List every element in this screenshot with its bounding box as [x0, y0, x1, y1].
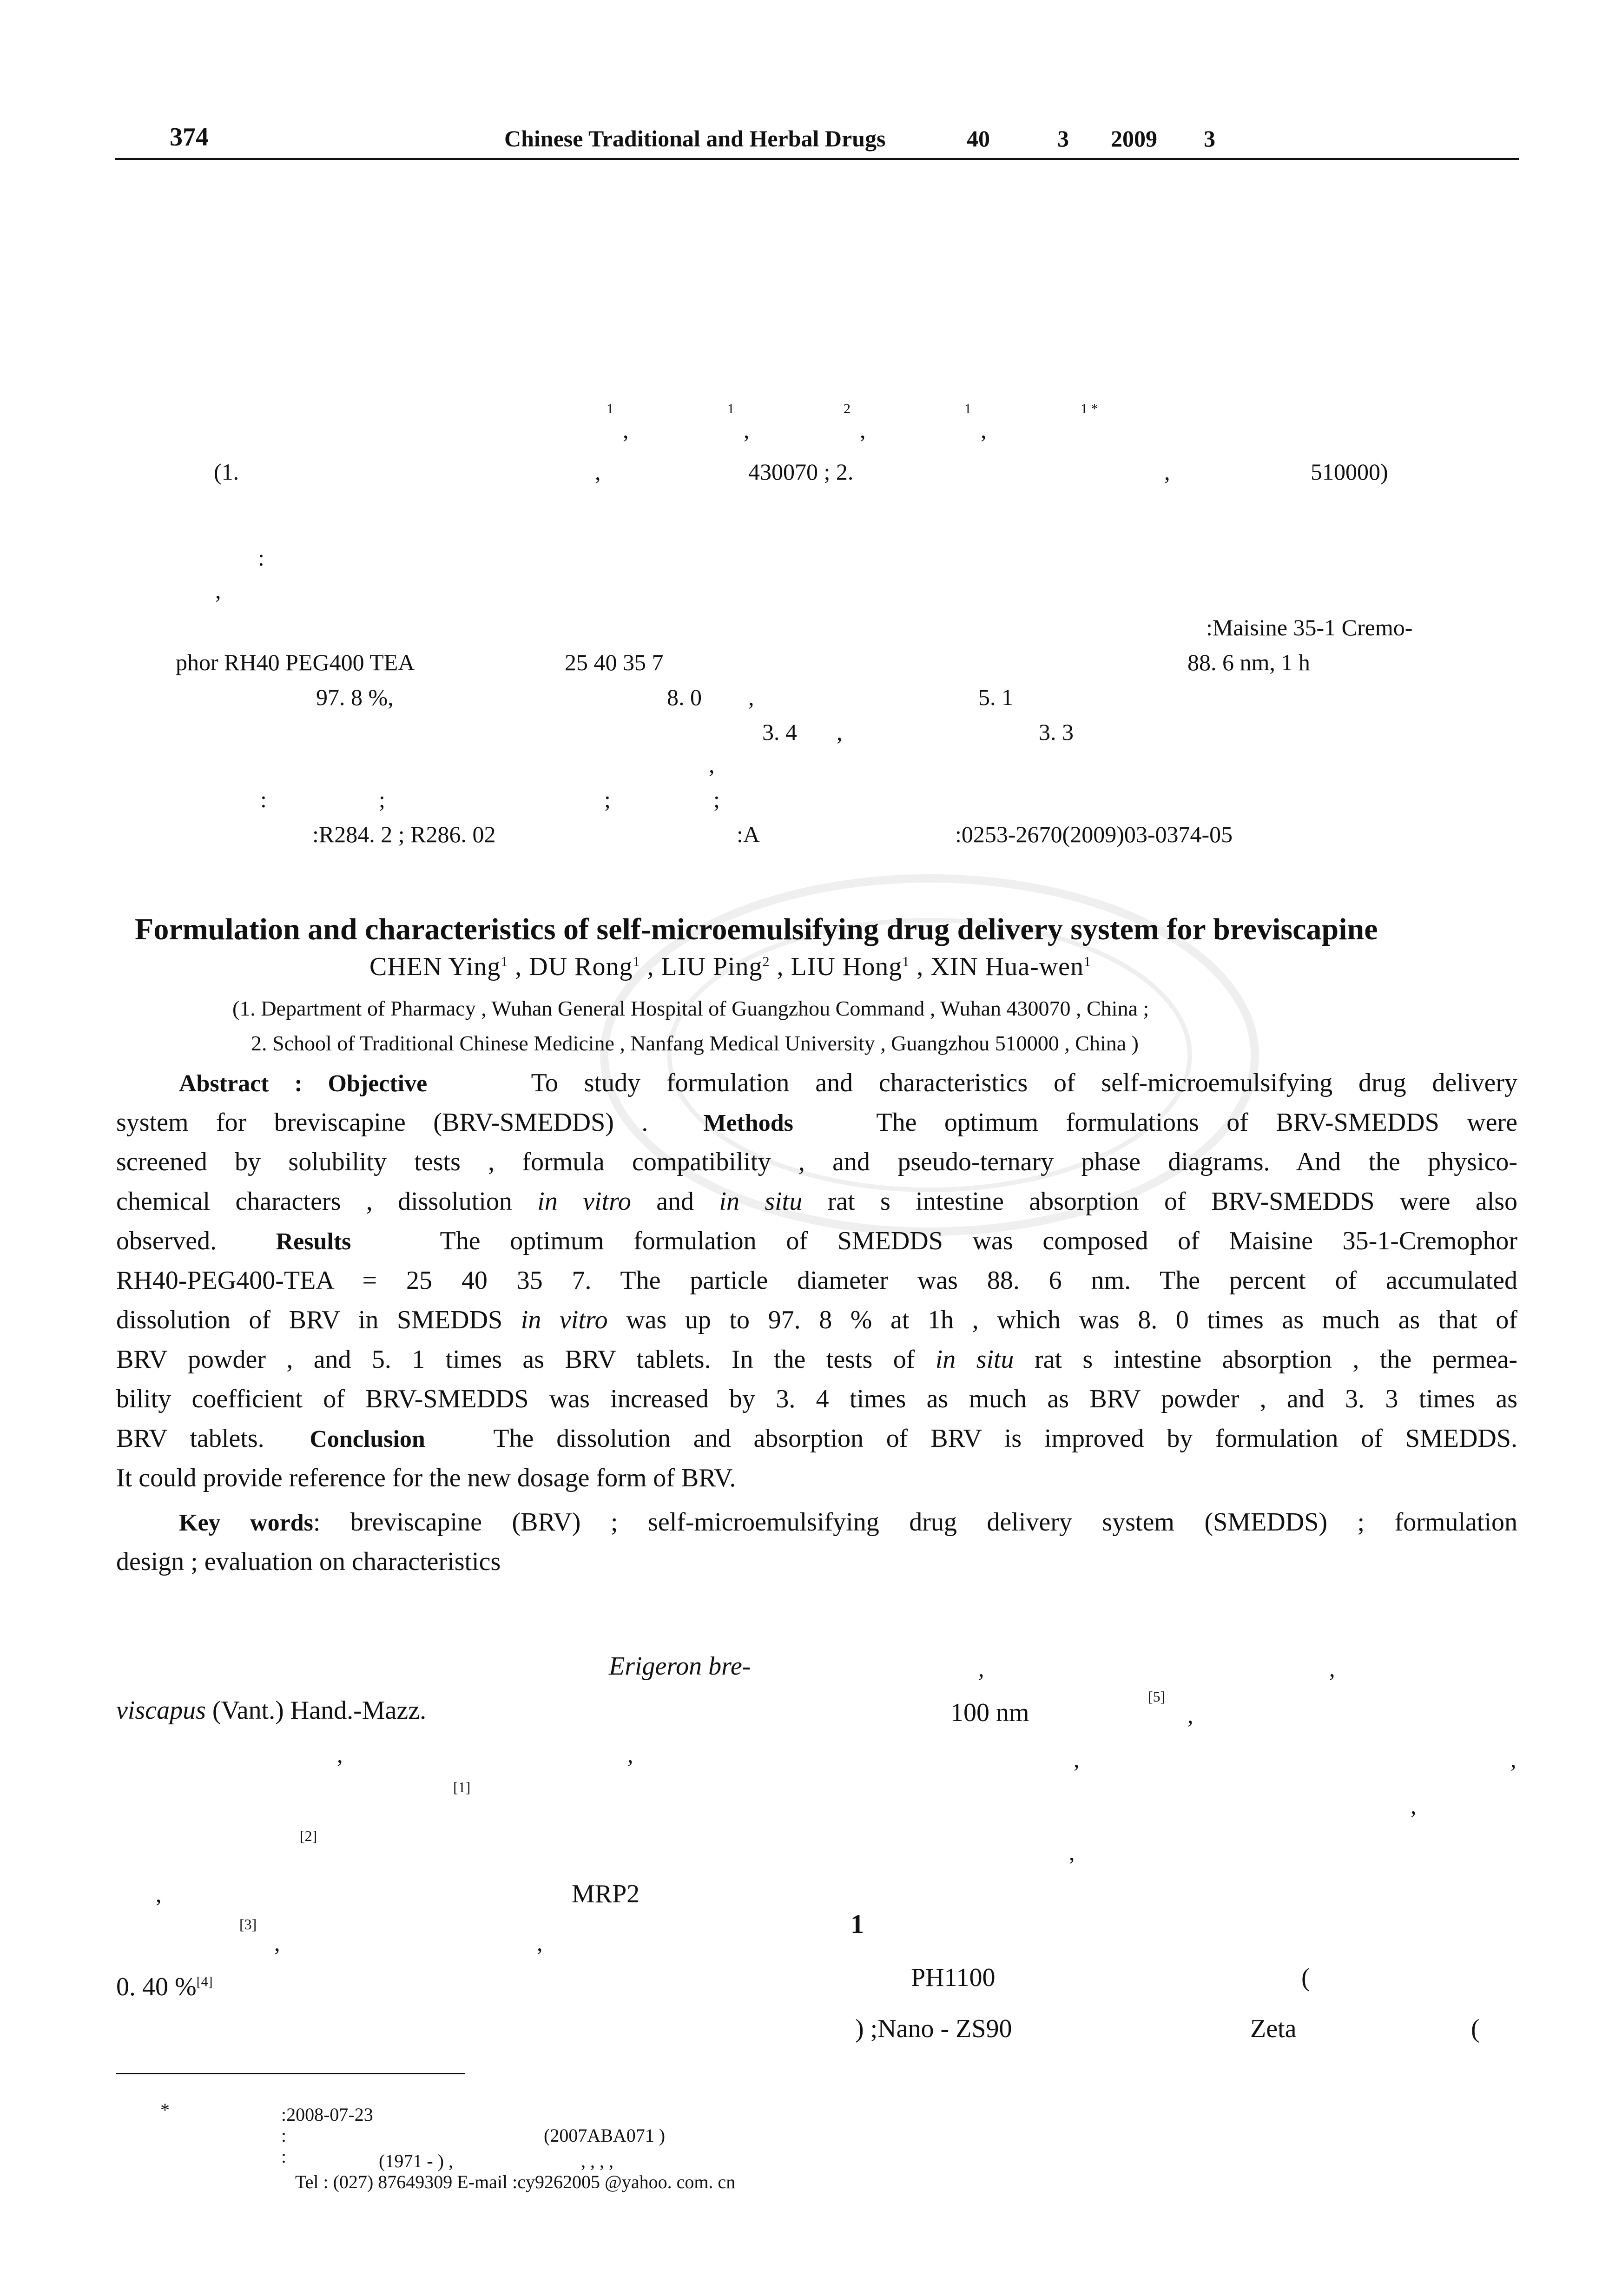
cn-keywords-sep1: ;: [379, 786, 385, 812]
cn-address-code2: 510000): [1311, 459, 1388, 485]
body-value: 0. 40 %[4]: [116, 1973, 213, 2001]
abstract-line-4: chemical characters , dissolution in vitro and in situ rat s intestine absorption of BRV-SMEDDS were also: [116, 1187, 1518, 1216]
body-left-comma-c: ,: [156, 1881, 162, 1907]
body-left-row1: viscapus (Vant.) Hand.-Mazz.: [116, 1696, 427, 1725]
author-4: LIU Hong: [791, 952, 903, 981]
cn-formula-b: phor RH40 PEG400 TEA: [176, 649, 415, 675]
abstract-line-11: It could provide reference for the new dosage form of BRV.: [116, 1464, 736, 1492]
cn-times-51: 5. 1: [978, 684, 1013, 710]
body-right-comma-a: ,: [978, 1656, 984, 1682]
section-heading-1: 1: [851, 1909, 864, 1939]
abstract-line-10: BRV tablets. Conclusion The dissolution and absorption of BRV is improved by formulation of SMEDDS.: [116, 1424, 1518, 1453]
body-nano: ) ;Nano - ZS90: [855, 2014, 1012, 2043]
keywords-label: Key words: [179, 1510, 313, 1536]
body-zeta: Zeta: [1250, 2014, 1297, 2043]
cn-ratio: 25 40 35 7: [565, 649, 664, 675]
cn-times-33: 3. 3: [1039, 719, 1074, 745]
cn-formula-a: :Maisine 35-1 Cremo-: [1206, 614, 1413, 640]
results-label: Results: [276, 1228, 351, 1255]
cn-keywords-sep2: ;: [604, 786, 611, 812]
body-left-comma-d: ,: [274, 1930, 280, 1956]
body-right-comma-f: ,: [1411, 1793, 1417, 1819]
abstract-line-7: dissolution of BRV in SMEDDS in vitro was up to 97. 8 % at 1h , which was 8. 0 times as much as that of: [116, 1306, 1518, 1334]
body-erigeron: Erigeron bre-: [609, 1652, 751, 1681]
journal-volume: 40: [967, 125, 990, 152]
body-paren-1: (: [1301, 1963, 1310, 1992]
en-authors: CHEN Ying$^1$ , DU Rong$^1$ , LIU Ping$^2$ , LIU Hong$^1$ , XIN Hua-wen$^1$: [369, 952, 1092, 981]
abstract-line-6: RH40-PEG400-TEA = 25 40 35 7. The particle diameter was 88. 6 nm. The percent of accumulated: [116, 1266, 1517, 1295]
abstract-line-3: screened by solubility tests , formula compatibility , and pseudo-ternary phase diagrams. And the physico-: [116, 1148, 1517, 1176]
body-left-comma-b: ,: [627, 1742, 633, 1768]
cn-clc-number: :R284. 2 ; R286. 02: [312, 821, 496, 847]
cn-comma-34: ,: [837, 719, 843, 745]
journal-year: 2009: [1111, 125, 1157, 152]
abstract-line-2: system for breviscapine (BRV-SMEDDS) . Methods The optimum formulations of BRV-SMEDDS were: [116, 1108, 1518, 1137]
cn-comma-end: ,: [709, 752, 715, 778]
author-5: XIN Hua-wen: [930, 952, 1084, 981]
cn-times-34: 3. 4: [762, 719, 797, 745]
journal-page: 374 Chinese Traditional and Herbal Drugs 40 3 2009 3 1 , 1 , 2 , 1 , 1 * (1. , 430070 ; 2. , 510000) : , :Maisine 35-1 Cremo- phor RH40 PEG400 TEA 25 40 35 7 88. 6 nm, 1 h 97. 8 %, 8. 0 , 5. 1 3. 4 , 3. 3 , : ; ; ; :R284. 2 ; R286. 02 :A :0253-2670(2009)03-0374-05 Formulation and characteristics of self-microemulsifying drug delivery system for breviscapine CHEN Ying$^1$ , DU Rong$^1$ , LIU Ping$^2$ , LIU Hong$^1$ , XIN Hua-wen$^1$ (1. Department of Pharmacy , Wuhan General Hospital of Guangzhou Command , Wuhan 430070 , China ; 2. School of Traditional Chinese Medicine , Nanfang Medical University , Guangzhou 510000 , China ) Abstract : Objective To study formulation and characteristics of self-microemulsifying drug delivery system for breviscapine (BRV-SMEDDS) . Methods The optimum formulations of BRV-SMEDDS were screened by solubility tests , formula compatibility , and pseudo-ternary phase diagrams. And the physico- chemical characters , dissolution in vitro and in situ rat s intestine absorption of BRV-SMEDDS were also observed. Results The optimum formulation of SMEDDS was composed of Maisine 35-1-Cremophor RH40-PEG400-TEA = 25 40 35 7. The particle diameter was 88. 6 nm. The percent of accumulated dissolution of BRV in SMEDDS in vitro was up to 97. 8 % at 1h , which was 8. 0 times as much as that of BRV powder , and 5. 1 times as BRV tablets. In the tests of in situ rat s intestine absorption , the permea- bility coefficient of BRV-SMEDDS was increased by 3. 4 times as much as BRV powder , and 3. 3 times as BRV tablets. Conclusion The dissolution and absorption of BRV is improved by formulation of SMEDDS. It could provide reference for the new dosage form of BRV. Key words: breviscapine (BRV) ; self-microemulsifying drug delivery system (SMEDDS) ; formulation design ; evaluation on characteristics Erigeron bre- viscapus (Vant.) Hand.-Mazz. , , [1] [2] , MRP2 [3] , , 0. 40 %[4] , , 100 nm [5] , , , , , 1 PH1100 ( ) ;Nano - ZS90 Zeta ( * :2008-07-23 : (2007ABA071 ) : (1971 - ) , , , , , Tel : (027) 87649309 E-mail :cy9262005 @yahoo. com. cn: [0, 0, 1622, 2296]
footnote-star: *: [160, 2099, 170, 2120]
abstract-label: Abstract : Objective: [179, 1070, 428, 1097]
abstract-line-8: BRV powder , and 5. 1 times as BRV tablets. In the tests of in situ rat s intestine absorption , the permea-: [116, 1345, 1518, 1374]
conclusion-label: Conclusion: [310, 1426, 425, 1452]
abstract-line-5: observed. Results The optimum formulation of SMEDDS was composed of Maisine 35-1-Cremophor: [116, 1227, 1518, 1255]
body-mrp2: MRP2: [572, 1880, 640, 1908]
header-rule: [115, 158, 1519, 160]
author-3: LIU Ping: [661, 952, 763, 981]
methods-label: Methods: [703, 1110, 793, 1136]
footnote-fund: (2007ABA071 ): [544, 2125, 666, 2146]
body-paren-2: (: [1471, 2014, 1480, 2043]
cn-times-80: 8. 0: [667, 684, 702, 710]
cn-dissolution-pct: 97. 8 %,: [316, 684, 394, 710]
en-affiliation-2: 2. School of Traditional Chinese Medicine , Nanfang Medical University , Guangzhou 510000 , China ): [251, 1031, 1139, 1055]
journal-name: Chinese Traditional and Herbal Drugs: [504, 125, 886, 152]
body-left-comma-a: ,: [337, 1742, 343, 1768]
journal-month: 3: [1204, 125, 1215, 152]
body-left-comma-e: ,: [537, 1930, 543, 1956]
footnote-contact: Tel : (027) 87649309 E-mail :cy9262005 @yahoo. com. cn: [295, 2171, 736, 2192]
author-2: DU Rong: [529, 952, 633, 981]
body-right-comma-e: ,: [1510, 1746, 1517, 1772]
body-right-comma-b: ,: [1329, 1656, 1335, 1682]
cn-article-id: :0253-2670(2009)03-0374-05: [955, 821, 1233, 847]
body-right-comma-d: ,: [1074, 1746, 1080, 1772]
footnote-rule: [116, 2073, 465, 2074]
cn-abstract-comma: ,: [215, 577, 221, 603]
cn-address-comma2: ,: [1164, 459, 1170, 485]
cn-keywords-colon: :: [260, 786, 267, 812]
journal-issue: 3: [1057, 125, 1069, 152]
body-right-size: 100 nm: [950, 1698, 1029, 1727]
footnote-bio: (1971 - ) ,: [379, 2151, 453, 2171]
footnote-bio-colon: :: [281, 2146, 287, 2167]
footnote-fund-colon: :: [281, 2125, 287, 2146]
keywords-line-2: design ; evaluation on characteristics: [116, 1547, 501, 1576]
body-right-comma-c: ,: [1187, 1702, 1193, 1728]
keywords-line-1: Key words: breviscapine (BRV) ; self-microemulsifying drug delivery system (SMEDDS) ; formulation: [179, 1508, 1517, 1537]
page-number: 374: [170, 123, 209, 152]
body-right-comma-g: ,: [1069, 1839, 1075, 1865]
cn-comma-80: ,: [748, 684, 754, 710]
cn-address-open: (1.: [214, 459, 239, 485]
cn-keywords-sep3: ;: [713, 786, 720, 812]
abstract-line-1: Abstract : Objective To study formulation and characteristics of self-microemulsifying drug delivery: [179, 1069, 1517, 1097]
cn-address-code1: 430070 ; 2.: [748, 459, 854, 485]
en-title: Formulation and characteristics of self-microemulsifying drug delivery system for breviscapine: [135, 912, 1378, 946]
abstract-line-9: bility coefficient of BRV-SMEDDS was increased by 3. 4 times as much as BRV powder , and 3. 3 times as: [116, 1385, 1517, 1413]
cn-address-comma: ,: [595, 459, 601, 485]
cn-abstract-colon: :: [258, 545, 264, 571]
body-ph1100: PH1100: [911, 1963, 996, 1992]
footnote-bio-tail: , , , ,: [581, 2151, 613, 2171]
author-1: CHEN Ying: [369, 952, 501, 981]
footnote-received: :2008-07-23: [281, 2104, 373, 2125]
cn-particle-size: 88. 6 nm, 1 h: [1187, 649, 1310, 675]
en-affiliation-1: (1. Department of Pharmacy , Wuhan General Hospital of Guangzhou Command , Wuhan 430070 , China ;: [232, 996, 1149, 1020]
cn-doc-code: :A: [737, 821, 760, 847]
